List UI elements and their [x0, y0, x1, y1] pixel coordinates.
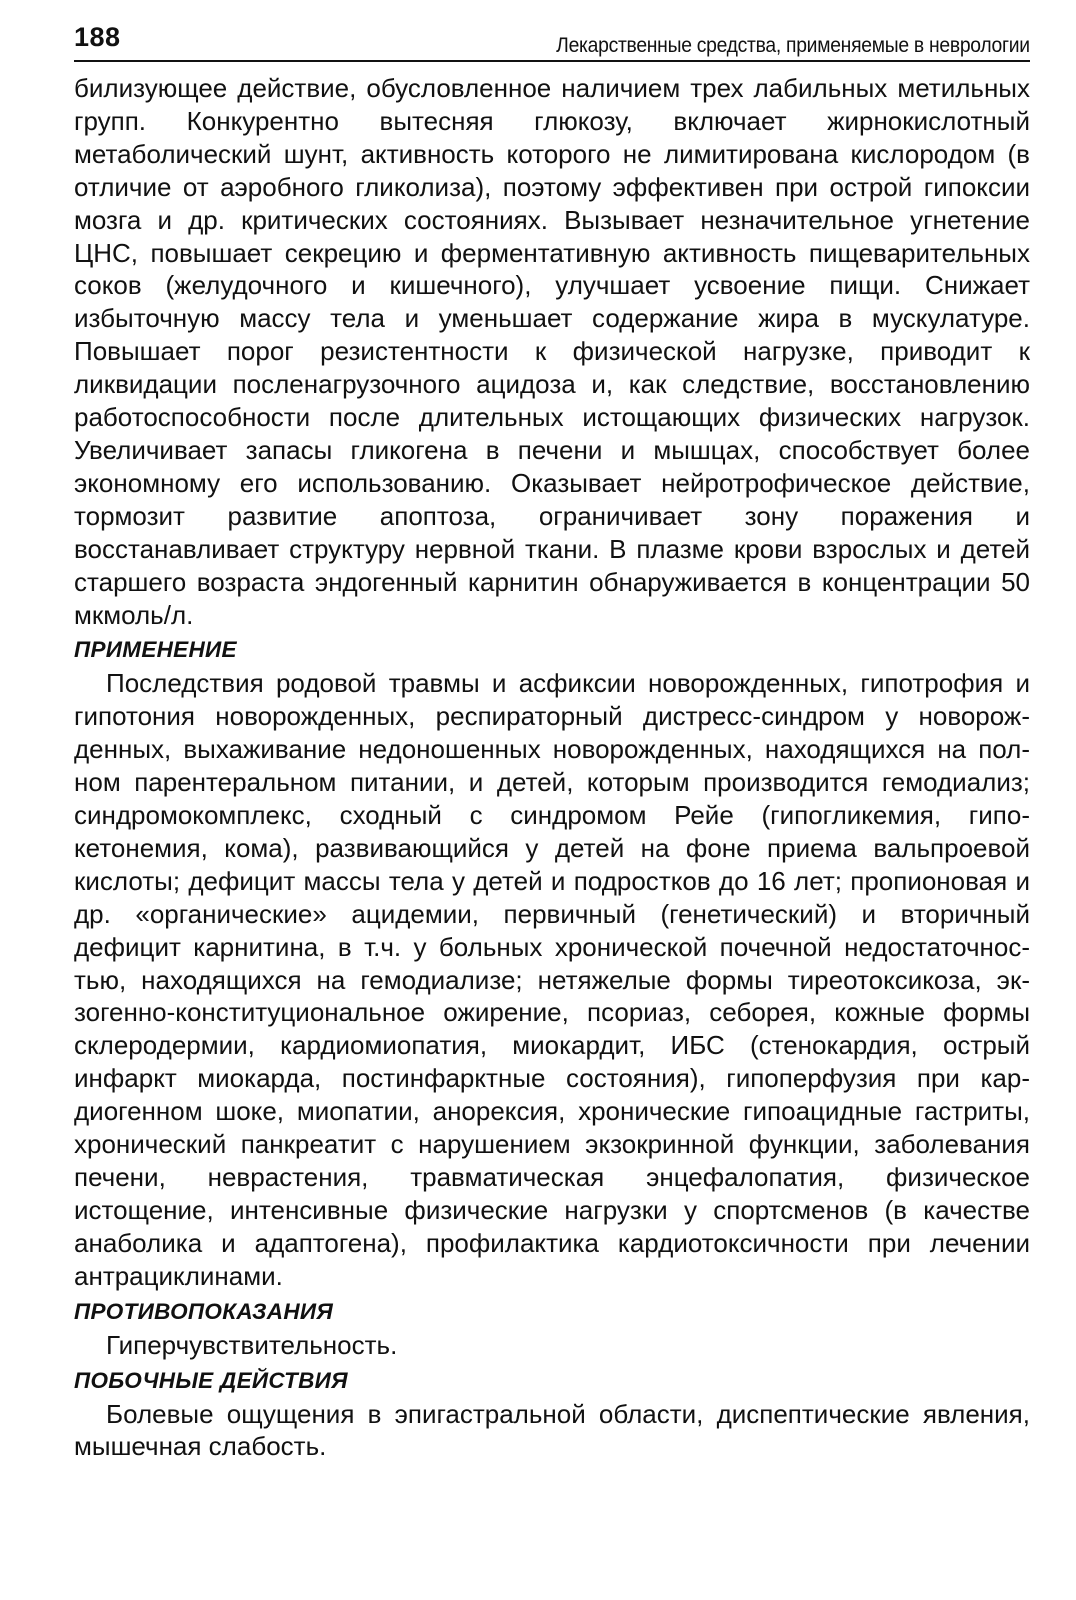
section-heading-side-effects: ПОБОЧНЫЕ ДЕЙСТВИЯ: [74, 1367, 348, 1393]
page-header: [74, 22, 1030, 62]
indications-paragraph: Последствия родовой травмы и асфиксии новорожденных, гипотрофия и гипотония новорожденных, респираторный дистресс-синдром у новорожденных, выхаживание недоношенных новорожденных, находящихся на полном парентеральном питании, и детей, которым производится гемодиализ; синдромокомплекс, сходный с синдромом Рейе (гипогликемия, гипокетонемия, кома), развивающийся у детей на фоне приема вальпроевой кислоты; дефицит массы тела у детей и подростков до 16 лет; пропионовая и др. «органические» ацидемии, первичный (генетический) и вторичный дефицит карнитина, в т.ч. у больных хронической почечной недостаточностью, находящихся на гемодиализе; нетяжелые формы тиреотоксикоза, экзогенно-конституциональное ожирение, псориаз, себорея, кожные формы склеродермии, кардиомиопатия, миокардит, ИБС (стенокардия, острый инфаркт миокарда, постинфарктные состояния), гипоперфузия при кардиогенном шоке, миопатии, анорексия, хронические гипоацидные гастриты, хронический панкреатит с нарушением экзокринной функции, заболевания печени, неврастения, травматическая энцефалопатия, физическое истощение, интенсивные физические нагрузки у спортсменов (в качестве анаболика и адаптогена), профилактика кардиотоксичности при лечении антрациклинами.: [74, 668, 1030, 1291]
section-heading-contraindications: ПРОТИВОПОКАЗАНИЯ: [74, 1298, 334, 1324]
section-heading-indications: ПРИМЕНЕНИЕ: [74, 637, 237, 663]
page-number: 188: [74, 22, 121, 52]
side-effects-paragraph: Болевые ощущения в эпигастральной области, диспептические явления, мышечная слабость.: [74, 1398, 1030, 1462]
intro-paragraph: билизующее действие, обусловленное наличием трех лабильных метильных групп. Конкурентно вытесняя глюкозу, включает жирнокислотный метаболический шунт, активность которого не лимитирована кислородом (в отличие от аэробного гликолиза), поэтому эффективен при острой гипоксии мозга и др. критических состояниях. Вызывает незначительное угнетение ЦНС, повышает секрецию и ферментативную активность пищеварительных соков (желудочного и кишечного), улучшает усвоение пищи. Снижает избыточную массу тела и уменьшает содержание жира в мускулатуре. Повышает порог резистентности к физической нагрузке, приводит к ликвидации посленагрузочного ацидоза и, как следствие, восстановлению работоспособности после длительных истощающих физических нагрузок. Увеличивает запасы гликогена в печени и мышцах, способствует более экономному его использованию. Оказывает нейротрофическое действие, тормозит развитие апоптоза, ограничивает зону поражения и восстанавливает структуру нервной ткани. В плазме крови взрослых и детей старшего возраста эндогенный карнитин обнаруживается в концентрации 50 мкмоль/л.: [74, 73, 1030, 630]
book-page: [74, 22, 1030, 1463]
contraindications-paragraph: Гиперчувствительность.: [106, 1329, 398, 1360]
body-text: [74, 72, 1030, 1463]
running-title: Лекарственные средства, применяемые в неврологии: [556, 34, 1030, 57]
